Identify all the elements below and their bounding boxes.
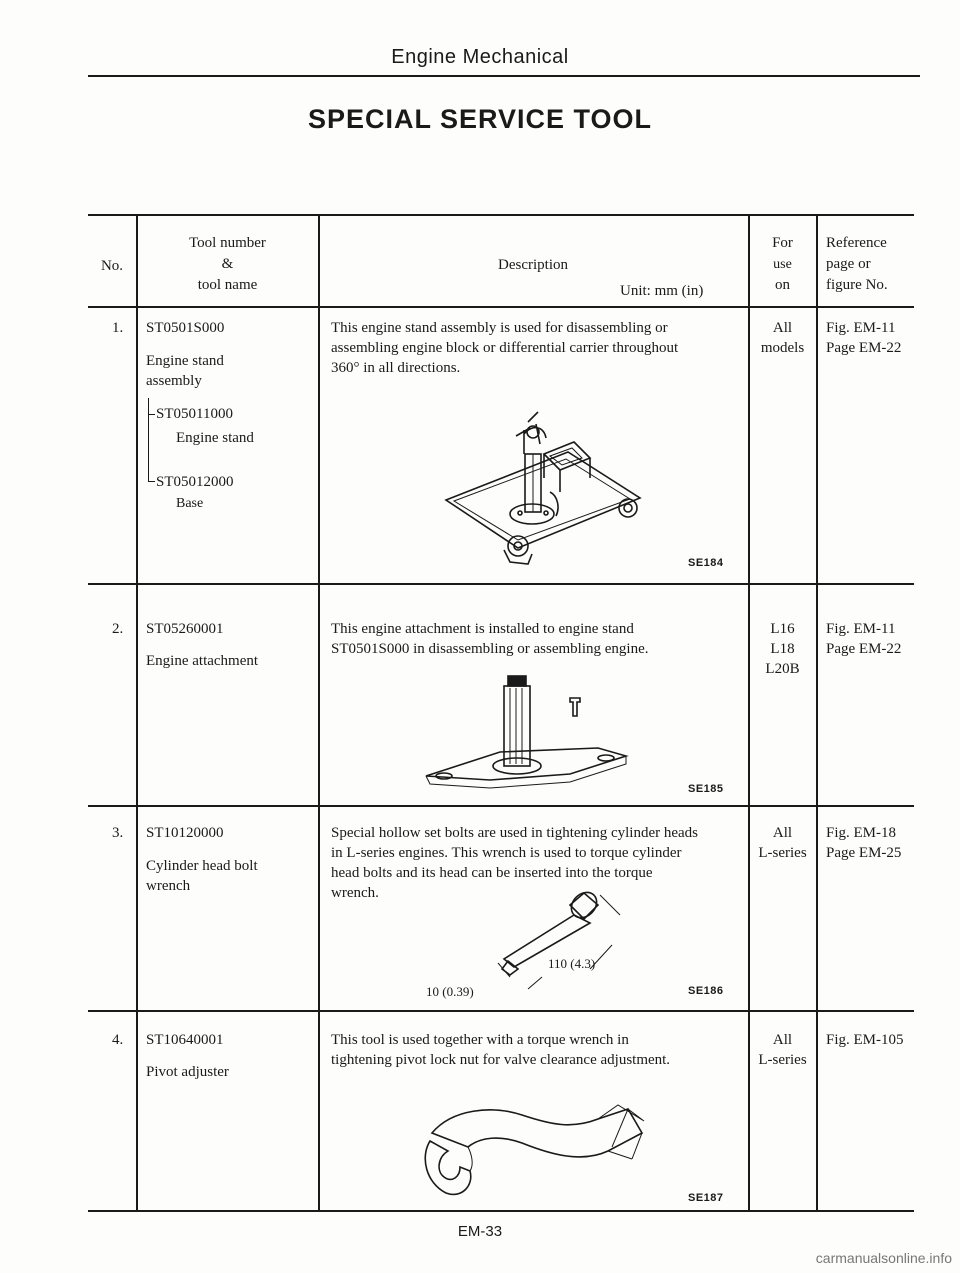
description-line1: This tool is used together with a torque wrench in	[331, 1032, 629, 1048]
tool-name: Pivot adjuster	[146, 1064, 229, 1080]
page-title: SPECIAL SERVICE TOOL	[307, 104, 653, 134]
applicable-models-line1: L16	[770, 621, 795, 637]
reference	[826, 823, 901, 863]
tool-number: ST0501S000	[146, 320, 225, 336]
header-no: No.	[100, 258, 124, 274]
dimension-label: 10 (0.39)	[426, 984, 474, 999]
bolt-wrench-illustration	[480, 885, 660, 995]
reference-line1: Fig. EM-18	[826, 825, 897, 841]
header-ref-line3: figure No.	[826, 277, 888, 293]
description-line2: tightening pivot lock nut for valve clearance adjustment.	[331, 1052, 671, 1068]
pivot-adjuster-illustration	[422, 1085, 662, 1205]
sub-part-number: ST05011000	[156, 406, 233, 422]
description-line3: head bolts and its head can be inserted into the torque	[331, 865, 653, 881]
tool-name-line1: Engine stand	[146, 353, 224, 369]
tool-name-line2: assembly	[146, 373, 202, 389]
sub-part-number: ST05012000	[156, 474, 234, 490]
figure-code: SE185	[688, 783, 724, 795]
page-number: EM-33	[457, 1223, 503, 1240]
tool-number: ST10640001	[146, 1032, 224, 1048]
section-header: Engine Mechanical	[391, 46, 569, 68]
tool-number: ST05260001	[146, 621, 224, 637]
applicable-models	[749, 823, 816, 863]
description-line3: 360° in all directions.	[331, 360, 461, 376]
description-line2: in L-series engines. This wrench is used to torque cylinder	[331, 845, 682, 861]
header-tool-line2: &	[221, 256, 234, 272]
header-ref-line1: Reference	[826, 235, 887, 251]
row-rule-1	[88, 583, 914, 585]
tool-name-line1: Cylinder head bolt	[146, 858, 258, 874]
header-rule	[88, 75, 920, 77]
description-line2: ST0501S000 in disassembling or assembling engine.	[331, 641, 649, 657]
header-ref-line2: page or	[826, 256, 871, 272]
watermark: carmanualsonline.info	[815, 1250, 952, 1266]
table-bottom-rule	[88, 1210, 914, 1212]
applicable-models	[749, 1030, 816, 1070]
reference-line1: Fig. EM-11	[826, 320, 896, 336]
sub-part-tick-1	[148, 414, 155, 415]
description	[331, 619, 648, 659]
tool-name-line2: wrench	[146, 878, 191, 894]
header-for-line2: use	[773, 257, 792, 272]
tool-name	[146, 856, 258, 896]
description-line2: assembling engine block or differential carrier throughout	[331, 340, 679, 356]
header-tool-line3: tool name	[197, 277, 258, 293]
reference	[826, 318, 901, 358]
header-reference	[826, 233, 888, 296]
description	[331, 318, 678, 378]
description-line1: Special hollow set bolts are used in tightening cylinder heads	[331, 825, 699, 841]
row-number: 4.	[112, 1032, 124, 1048]
reference-line1: Fig. EM-11	[826, 621, 896, 637]
description-line1: This engine attachment is installed to engine stand	[331, 621, 634, 637]
tool-name: Engine attachment	[146, 653, 259, 669]
header-tool-line1: Tool number	[189, 235, 266, 251]
applicable-models-line2: models	[760, 340, 805, 356]
header-unit: Unit: mm (in)	[620, 283, 704, 299]
col-divider-4	[816, 214, 818, 1211]
sub-part-bracket	[148, 398, 149, 482]
dimension-label: 110 (4.3)	[548, 956, 596, 971]
applicable-models-line2: L-series	[758, 1052, 807, 1068]
reference-line1: Fig. EM-105	[826, 1032, 904, 1048]
engine-attachment-illustration	[420, 672, 650, 792]
figure-code: SE184	[688, 557, 724, 569]
description-line1: This engine stand assembly is used for disassembling or	[331, 320, 668, 336]
header-for-use-on	[749, 233, 816, 296]
reference-line2: Page EM-25	[826, 845, 902, 861]
engine-stand-illustration	[440, 412, 660, 572]
table-top-rule	[88, 214, 914, 216]
figure-code: SE187	[688, 1192, 724, 1204]
applicable-models-line3: L20B	[765, 661, 800, 677]
row-number: 3.	[112, 825, 124, 841]
col-divider-1	[136, 214, 138, 1211]
col-divider-2	[318, 214, 320, 1211]
sub-part-tick-2	[148, 481, 155, 482]
header-tool	[137, 233, 318, 296]
sub-part-name: Base	[176, 496, 204, 511]
description-line4: wrench.	[331, 885, 379, 901]
row-rule-2	[88, 805, 914, 807]
applicable-models-line1: All	[772, 825, 793, 841]
header-for-line1: For	[772, 235, 793, 251]
row-number: 2.	[112, 621, 124, 637]
reference	[826, 1030, 904, 1050]
row-rule-3	[88, 1010, 914, 1012]
applicable-models	[749, 619, 816, 679]
reference-line2: Page EM-22	[826, 340, 902, 356]
tool-name	[146, 351, 224, 391]
header-description: Description	[498, 257, 568, 273]
figure-code: SE186	[688, 985, 724, 997]
header-bottom-rule	[88, 306, 914, 308]
applicable-models-line1: All	[772, 1032, 793, 1048]
applicable-models	[749, 318, 816, 358]
applicable-models-line1: All	[772, 320, 793, 336]
row-number: 1.	[112, 320, 124, 336]
sub-part-name: Engine stand	[176, 430, 254, 446]
header-for-line3: on	[775, 277, 790, 293]
tool-number: ST10120000	[146, 825, 224, 841]
description	[331, 1030, 670, 1070]
applicable-models-line2: L18	[770, 641, 795, 657]
reference	[826, 619, 901, 659]
reference-line2: Page EM-22	[826, 641, 902, 657]
applicable-models-line2: L-series	[758, 845, 807, 861]
